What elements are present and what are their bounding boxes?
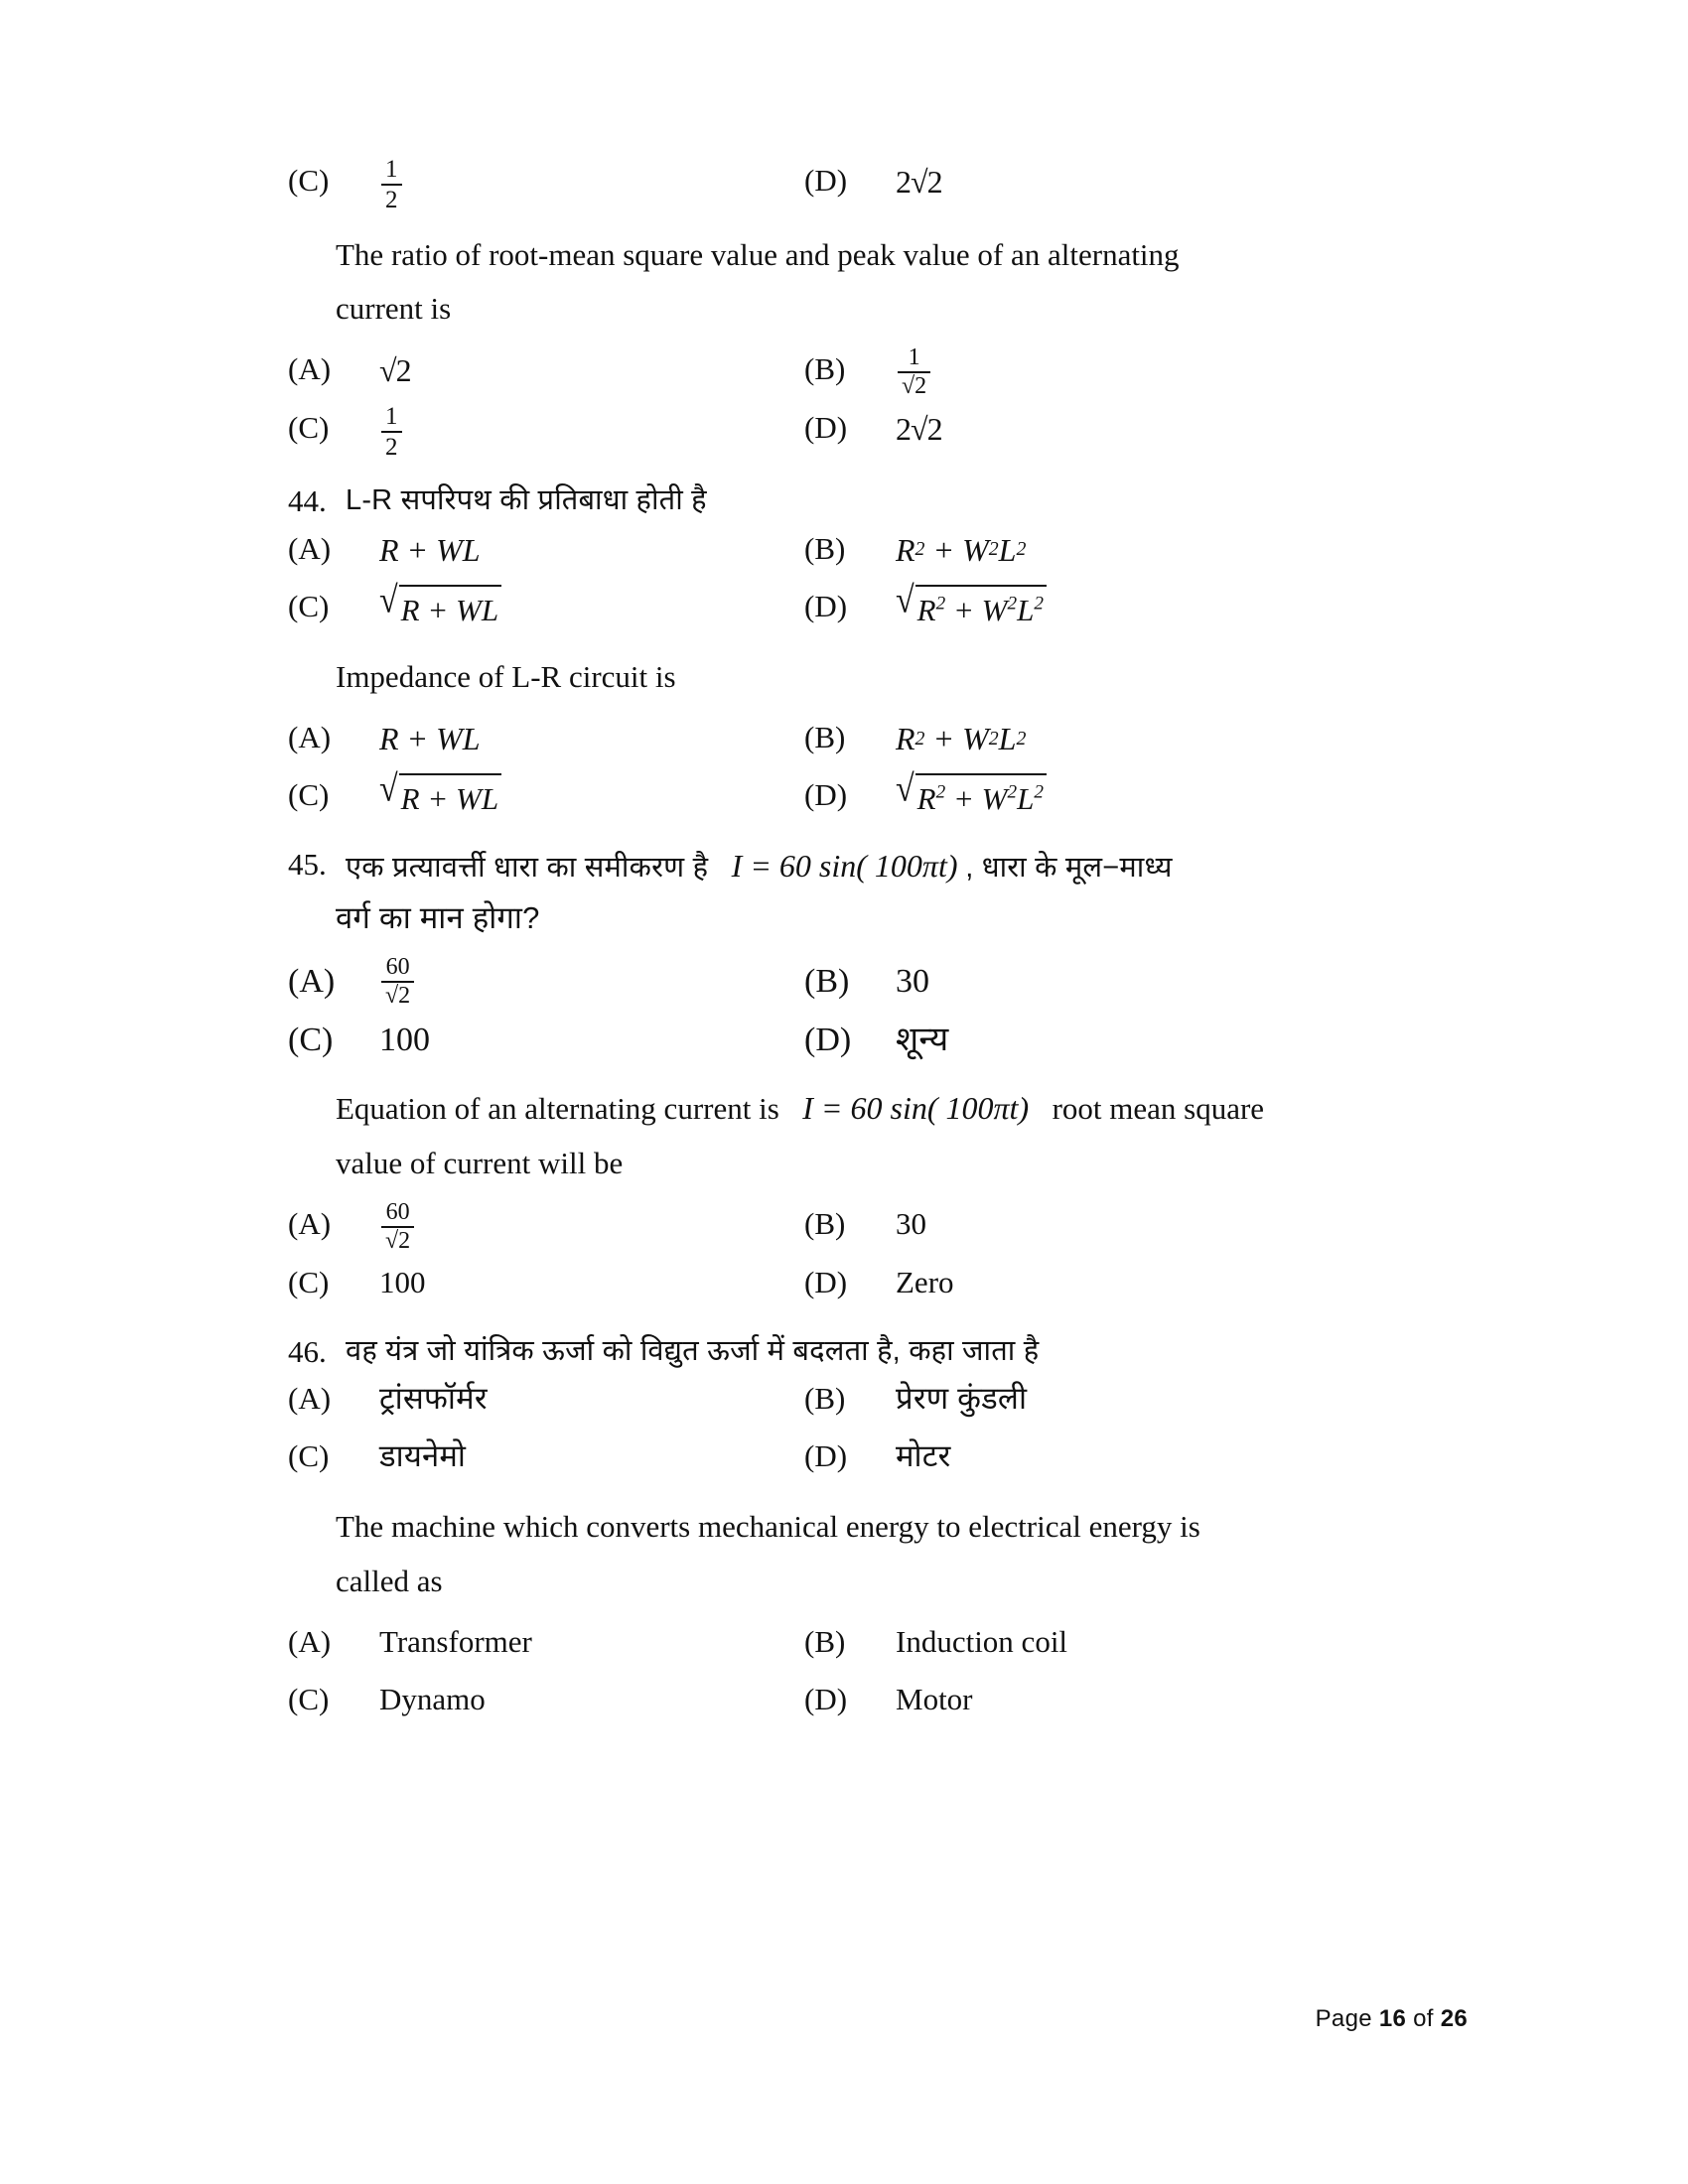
option-item — [288, 527, 804, 573]
option-row — [288, 1016, 1380, 1067]
fraction-denominator: √2 — [381, 1226, 414, 1253]
option-value: Motor — [896, 1681, 973, 1716]
option-value: R 2 + W 2 L 2 — [896, 531, 1027, 568]
option-value: मोटर — [896, 1438, 951, 1474]
option-label: (C) — [288, 1438, 330, 1474]
square-root-expression — [379, 767, 501, 822]
footer-page-word: Page — [1315, 2005, 1372, 2032]
question-46-hindi — [288, 1328, 1380, 1375]
option-value: 30 — [896, 1206, 926, 1242]
option-value — [896, 767, 1047, 822]
fraction-numerator: 1 — [385, 156, 398, 183]
option-row — [288, 579, 1380, 636]
question-stem-line: Impedance of L-R circuit is — [336, 658, 676, 694]
option-row — [288, 1434, 1380, 1486]
fraction-sixty-over-root-two — [381, 955, 414, 1008]
option-value: √2 — [379, 352, 411, 389]
option-item — [804, 527, 1321, 573]
option-row — [288, 344, 1380, 400]
question-stem-line: value of current will be — [336, 1146, 624, 1180]
question-stem-hindi-part1: एक प्रत्यावर्त्ती धारा का समीकरण है — [346, 851, 709, 884]
fraction-denominator: √2 — [381, 981, 414, 1008]
option-label: (D) — [804, 410, 848, 446]
question-stem: L-R सपरिपथ की प्रतिबाधा होती है — [346, 484, 707, 517]
option-item — [804, 1377, 1321, 1422]
option-item — [288, 156, 804, 214]
option-row — [288, 1678, 1380, 1729]
radical-sign-icon: √ — [896, 767, 914, 810]
option-item — [288, 1620, 804, 1665]
option-value — [379, 1199, 416, 1255]
option-row — [288, 156, 1380, 214]
question-content-column — [288, 156, 1380, 1735]
option-item — [804, 159, 1321, 205]
option-item — [288, 1434, 804, 1479]
question-equation: I = 60 sin( 100πt) — [802, 1090, 1030, 1127]
question-stem-hindi-part2: , धारा के मूल−माध्य — [965, 851, 1173, 884]
option-value: 2√2 — [896, 411, 942, 448]
question-stem-part2: root mean square — [1052, 1091, 1265, 1127]
option-value — [379, 954, 416, 1010]
option-label: (C) — [288, 163, 330, 198]
option-label: (B) — [804, 719, 846, 754]
square-root-expression — [379, 579, 501, 633]
fraction-denominator: 2 — [381, 431, 402, 460]
option-item — [804, 1434, 1321, 1479]
option-value: Dynamo — [379, 1681, 486, 1716]
question-stem-line: वर्ग का मान होगा? — [336, 899, 540, 935]
option-item — [288, 954, 804, 1010]
option-label: (A) — [288, 963, 336, 1001]
option-label: (C) — [288, 776, 330, 812]
option-row — [288, 1620, 1380, 1672]
option-value: शून्य — [896, 1021, 949, 1059]
option-item — [288, 716, 804, 761]
question-stem-line: current is — [336, 291, 452, 327]
option-item — [804, 1678, 1321, 1722]
option-item — [804, 1202, 1321, 1247]
radicand: R + WL — [399, 773, 501, 822]
fraction-numerator: 1 — [385, 403, 398, 431]
option-item — [288, 1016, 804, 1064]
option-value — [379, 579, 501, 633]
option-value: प्रेरण कुंडली — [896, 1381, 1028, 1417]
option-label: (D) — [804, 1681, 848, 1716]
option-item — [804, 1261, 1321, 1305]
option-row — [288, 527, 1380, 579]
option-row — [288, 716, 1380, 767]
option-value: Induction coil — [896, 1623, 1068, 1659]
page-footer — [1316, 2005, 1468, 2033]
question-45-hindi — [288, 841, 1380, 891]
option-label: (B) — [804, 1381, 846, 1417]
option-value: R + WL — [379, 531, 481, 568]
option-label: (B) — [804, 963, 850, 1001]
fraction-one-half — [381, 404, 402, 460]
option-label: (B) — [804, 530, 846, 566]
option-value: Transformer — [379, 1623, 532, 1659]
option-label: (A) — [288, 1623, 332, 1659]
option-item — [804, 716, 1321, 761]
option-item — [288, 347, 804, 393]
fraction-denominator: √2 — [898, 371, 930, 398]
question-stem-line: The machine which converts mechanical energy to electrical energy is — [336, 1509, 1200, 1545]
option-value — [379, 156, 404, 214]
question-44-hindi — [288, 478, 1380, 524]
option-value: 100 — [379, 1265, 426, 1300]
fraction-numerator: 1 — [908, 344, 920, 371]
option-value: 30 — [896, 963, 929, 1001]
option-item — [804, 406, 1321, 452]
question-stem-part1: Equation of an alternating current is — [336, 1091, 779, 1127]
fraction-one-half — [381, 157, 402, 212]
option-item — [288, 1261, 804, 1305]
question-stem-line — [336, 1083, 1348, 1135]
option-label: (B) — [804, 351, 846, 387]
question-stem — [346, 841, 1380, 891]
option-value: 2√2 — [896, 164, 942, 200]
question-stem-line: called as — [336, 1563, 443, 1598]
question-stem-line: The ratio of root-mean square value and peak value of an alternating — [336, 237, 1180, 272]
option-value: Zero — [896, 1265, 954, 1300]
option-label: (A) — [288, 1206, 332, 1242]
question-stem: वह यंत्र जो यांत्रिक ऊर्जा को विद्युत ऊर्जा में बदलता है, कहा जाता है — [346, 1335, 1040, 1368]
radicand: $R^2 + W^2L^2$ — [915, 585, 1047, 633]
option-label: (A) — [288, 719, 332, 754]
square-root-expression — [896, 767, 1047, 822]
option-label: (A) — [288, 1381, 332, 1417]
option-value: ट्रांसफॉर्मर — [379, 1381, 488, 1417]
option-item — [804, 579, 1321, 633]
option-item — [804, 1620, 1321, 1665]
option-label: (D) — [804, 776, 848, 812]
radical-sign-icon: √ — [379, 579, 398, 620]
option-label: (B) — [804, 1206, 846, 1242]
radical-sign-icon: √ — [896, 579, 914, 620]
option-label: (D) — [804, 1265, 848, 1300]
fraction-numerator: 60 — [385, 954, 410, 981]
option-item — [288, 579, 804, 633]
radicand: R + WL — [399, 585, 501, 633]
option-row — [288, 767, 1380, 825]
option-row — [288, 403, 1380, 462]
radicand: $R^2 + W^2L^2$ — [915, 773, 1047, 822]
fraction-numerator: 60 — [385, 1199, 410, 1226]
fraction-one-over-root-two — [898, 345, 930, 398]
footer-page-number: 16 — [1378, 2005, 1407, 2032]
footer-page-total: 26 — [1440, 2005, 1468, 2032]
option-label: (D) — [804, 1438, 848, 1474]
radical-sign-icon: √ — [379, 767, 398, 810]
option-item — [288, 1377, 804, 1422]
question-equation: I = 60 sin( 100πt) — [731, 847, 958, 884]
option-item — [804, 1016, 1321, 1064]
option-row — [288, 1261, 1380, 1312]
option-value — [896, 579, 1047, 633]
option-value — [379, 403, 404, 462]
option-item — [288, 1678, 804, 1722]
question-number: 46. — [288, 1334, 327, 1370]
option-label: (D) — [804, 163, 848, 198]
option-label: (A) — [288, 351, 332, 387]
option-value: 100 — [379, 1022, 430, 1059]
option-label: (D) — [804, 1022, 852, 1059]
option-row — [288, 954, 1380, 1010]
option-label: (C) — [288, 1265, 330, 1300]
option-label: (B) — [804, 1623, 846, 1659]
option-label: (C) — [288, 410, 330, 446]
option-label: (A) — [288, 530, 332, 566]
option-item — [288, 403, 804, 462]
option-label: (D) — [804, 588, 848, 623]
option-label: (C) — [288, 1681, 330, 1716]
footer-of-word: of — [1413, 2005, 1434, 2032]
option-value: R + WL — [379, 720, 481, 756]
option-label: (C) — [288, 588, 330, 623]
option-value: R 2 + W 2 L 2 — [896, 720, 1027, 756]
fraction-denominator: 2 — [381, 184, 402, 212]
option-value — [379, 767, 501, 822]
option-value: डायनेमो — [379, 1438, 467, 1474]
fraction-sixty-over-root-two — [381, 1200, 414, 1253]
option-row — [288, 1199, 1380, 1255]
option-item — [804, 767, 1321, 822]
option-value — [896, 344, 932, 400]
option-row — [288, 1377, 1380, 1429]
option-label: (C) — [288, 1022, 334, 1059]
question-number: 44. — [288, 483, 327, 519]
square-root-expression — [896, 579, 1047, 633]
option-item — [804, 957, 1321, 1006]
option-item — [288, 767, 804, 822]
question-number: 45. — [288, 846, 327, 882]
option-item — [804, 344, 1321, 400]
option-item — [288, 1199, 804, 1255]
